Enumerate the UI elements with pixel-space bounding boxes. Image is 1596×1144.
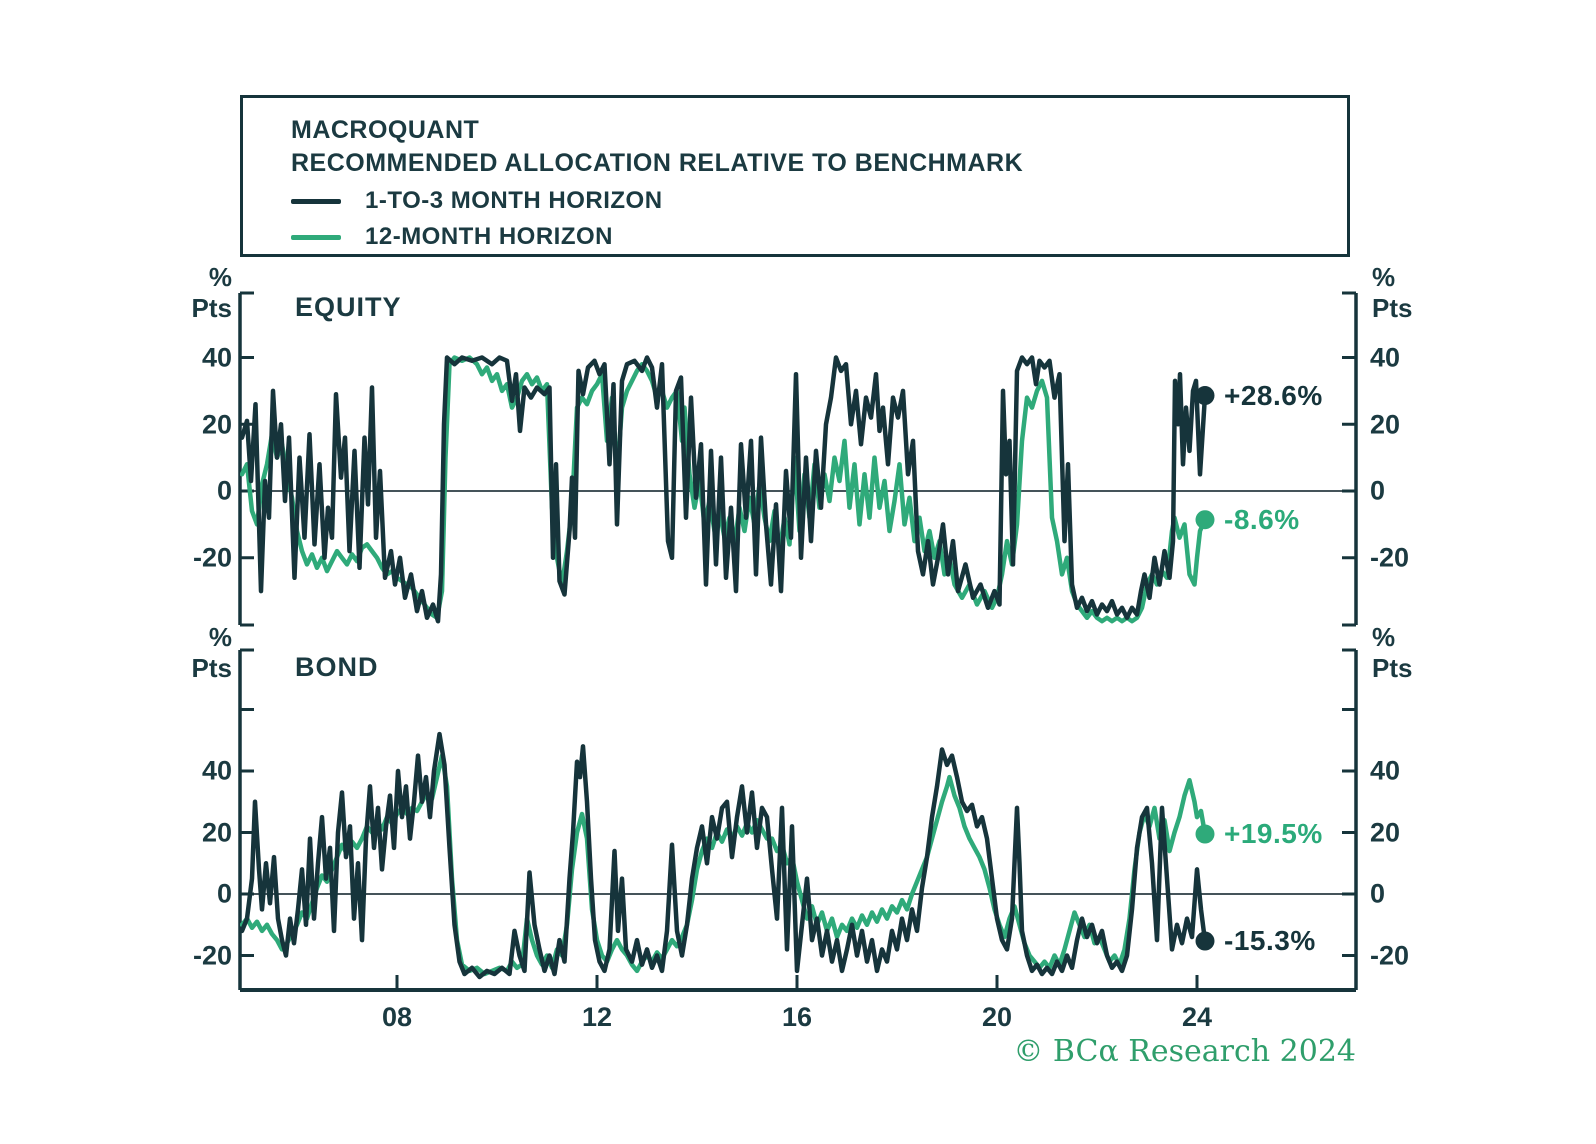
xtick-20: 20 bbox=[981, 1002, 1013, 1032]
equity-unit-label-left: % Pts bbox=[191, 262, 232, 323]
legend-swatch-green-line bbox=[291, 235, 341, 240]
bond-unit-label-right: % Pts bbox=[1372, 622, 1413, 683]
equity-ytick-left-40: 40 bbox=[201, 342, 232, 373]
bond-ytick-right-40: 40 bbox=[1370, 755, 1401, 786]
bond-ytick-left-m20: -20 bbox=[192, 940, 232, 971]
bond-ytick-left-40: 40 bbox=[201, 755, 232, 786]
equity-ytick-right-40: 40 bbox=[1370, 342, 1401, 373]
xtick-24: 24 bbox=[1181, 1002, 1213, 1032]
bond-ytick-right-0: 0 bbox=[1370, 878, 1386, 909]
xtick-12: 12 bbox=[581, 1002, 613, 1032]
bond-unit-label-left: % Pts bbox=[191, 622, 232, 683]
bond-panel-title: BOND bbox=[295, 652, 379, 682]
bond-ytick-left-20: 20 bbox=[201, 817, 232, 848]
equity-end-label-dark: +28.6% bbox=[1224, 380, 1323, 411]
legend-item-1to3 bbox=[291, 186, 1347, 216]
legend-label: 1-TO-3 MONTH HORIZON bbox=[365, 187, 663, 214]
equity-panel-title: EQUITY bbox=[295, 292, 402, 322]
equity-end-label-green: -8.6% bbox=[1224, 504, 1300, 535]
xtick-16: 16 bbox=[781, 1002, 813, 1032]
bond-end-label-dark: -15.3% bbox=[1224, 925, 1316, 956]
chart-title-line2: RECOMMENDED ALLOCATION RELATIVE TO BENCHMARK bbox=[291, 149, 1024, 177]
legend-label: 12-MONTH HORIZON bbox=[365, 223, 613, 250]
equity-ytick-left-m20: -20 bbox=[192, 542, 232, 573]
legend-box bbox=[240, 95, 1350, 257]
equity-ytick-right-20: 20 bbox=[1370, 409, 1401, 440]
bond-end-label-green: +19.5% bbox=[1224, 818, 1323, 849]
bond-ytick-right-m20: -20 bbox=[1370, 940, 1410, 971]
copyright-text: © BCα Research 2024 bbox=[1013, 1034, 1356, 1069]
legend-item-12month bbox=[291, 222, 1347, 252]
equity-unit-label-right: % Pts bbox=[1372, 262, 1413, 323]
equity-ytick-right-m20: -20 bbox=[1370, 542, 1410, 573]
legend-swatch-dark-line bbox=[291, 199, 341, 204]
bond-ytick-left-0: 0 bbox=[216, 878, 232, 909]
equity-ytick-left-0: 0 bbox=[216, 475, 232, 506]
chart-title-line1: MACROQUANT bbox=[291, 116, 480, 144]
equity-ytick-left-20: 20 bbox=[201, 409, 232, 440]
equity-ytick-right-0: 0 bbox=[1370, 475, 1386, 506]
bond-ytick-right-20: 20 bbox=[1370, 817, 1401, 848]
xtick-08: 08 bbox=[381, 1002, 413, 1032]
